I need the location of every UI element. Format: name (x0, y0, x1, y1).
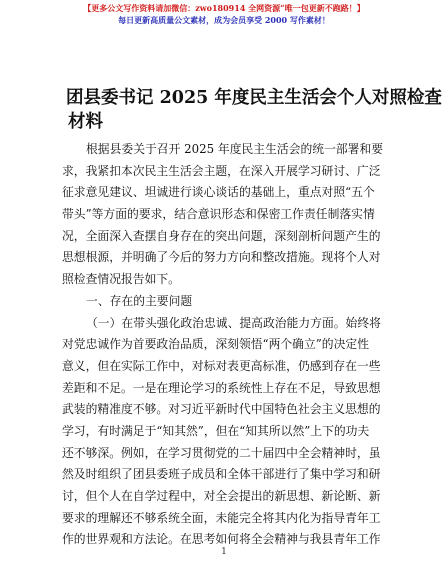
promo-banner-line2: 每日更新高质量公文素材，成为会员享受 2000 写作素材！ (118, 15, 330, 25)
section-heading: 一、存在的主要问题 (86, 293, 193, 308)
body-line: 况，全面深入查摆自身存在的突出问题，深刻剖析问题产生的 (62, 228, 381, 243)
body-line: 照检查情况报告如下。 (62, 272, 180, 287)
body-line: 根据县委关于召开 2025 年度民主生活会的统一部署和要 (86, 142, 384, 156)
body-line: 对党忠诚作为首要政治品质，深刻领悟“两个确立”的决定性 (62, 337, 369, 352)
body-line: 学习，有时满足于“知其然”，但在“知其所以然”上下的功夫 (62, 423, 370, 438)
body-line: 求，我紧扣本次民主生活会主题，在深入开展学习研讨、广泛 (62, 163, 381, 178)
body-line: 差距和不足。一是在理论学习的系统性上存在不足，导致思想 (62, 380, 381, 395)
body-line: 意义，但在实际工作中，对标对表更高标准，仍感到存在一些 (62, 358, 381, 373)
body-line: 要求的理解还不够系统全面，未能完全将其内化为指导青年工 (62, 510, 381, 525)
body-line: 作的世界观和方法论。在思考如何将全会精神与我县青年工作 (62, 532, 381, 547)
body-line: 还不够深。例如，在学习贯彻党的二十届四中全会精神时，虽 (62, 445, 381, 460)
document-body (62, 139, 392, 551)
page-number: 1 (221, 547, 227, 557)
body-line: 征求意见建议、坦诚进行谈心谈话的基础上，重点对照“五个 (62, 185, 375, 200)
document-title-line2: 材料 (68, 112, 103, 132)
document-title-line1: 团县委书记 2025 年度民主生活会个人对照检查 (66, 88, 442, 108)
body-line: 武装的精准度不够。对习近平新时代中国特色社会主义思想的 (62, 402, 381, 417)
body-line: （一）在带头强化政治忠诚、提高政治能力方面。始终将 (86, 315, 381, 330)
body-line: 讨，但个人在自学过程中，对全会提出的新思想、新论断、新 (62, 489, 381, 503)
body-line: 思想根源，并明确了今后的努力方向和整改措施。现将个人对 (62, 250, 381, 265)
body-line: 然及时组织了团县委班子成员和全体干部进行了集中学习和研 (62, 467, 381, 482)
body-line: 带头”等方面的要求，结合意识形态和保密工作责任制落实情 (62, 207, 375, 222)
promo-banner-line1: 【更多公文写作资料请加微信：zwo180914 全网资源“唯一包更新不跑路！】 (83, 3, 365, 13)
